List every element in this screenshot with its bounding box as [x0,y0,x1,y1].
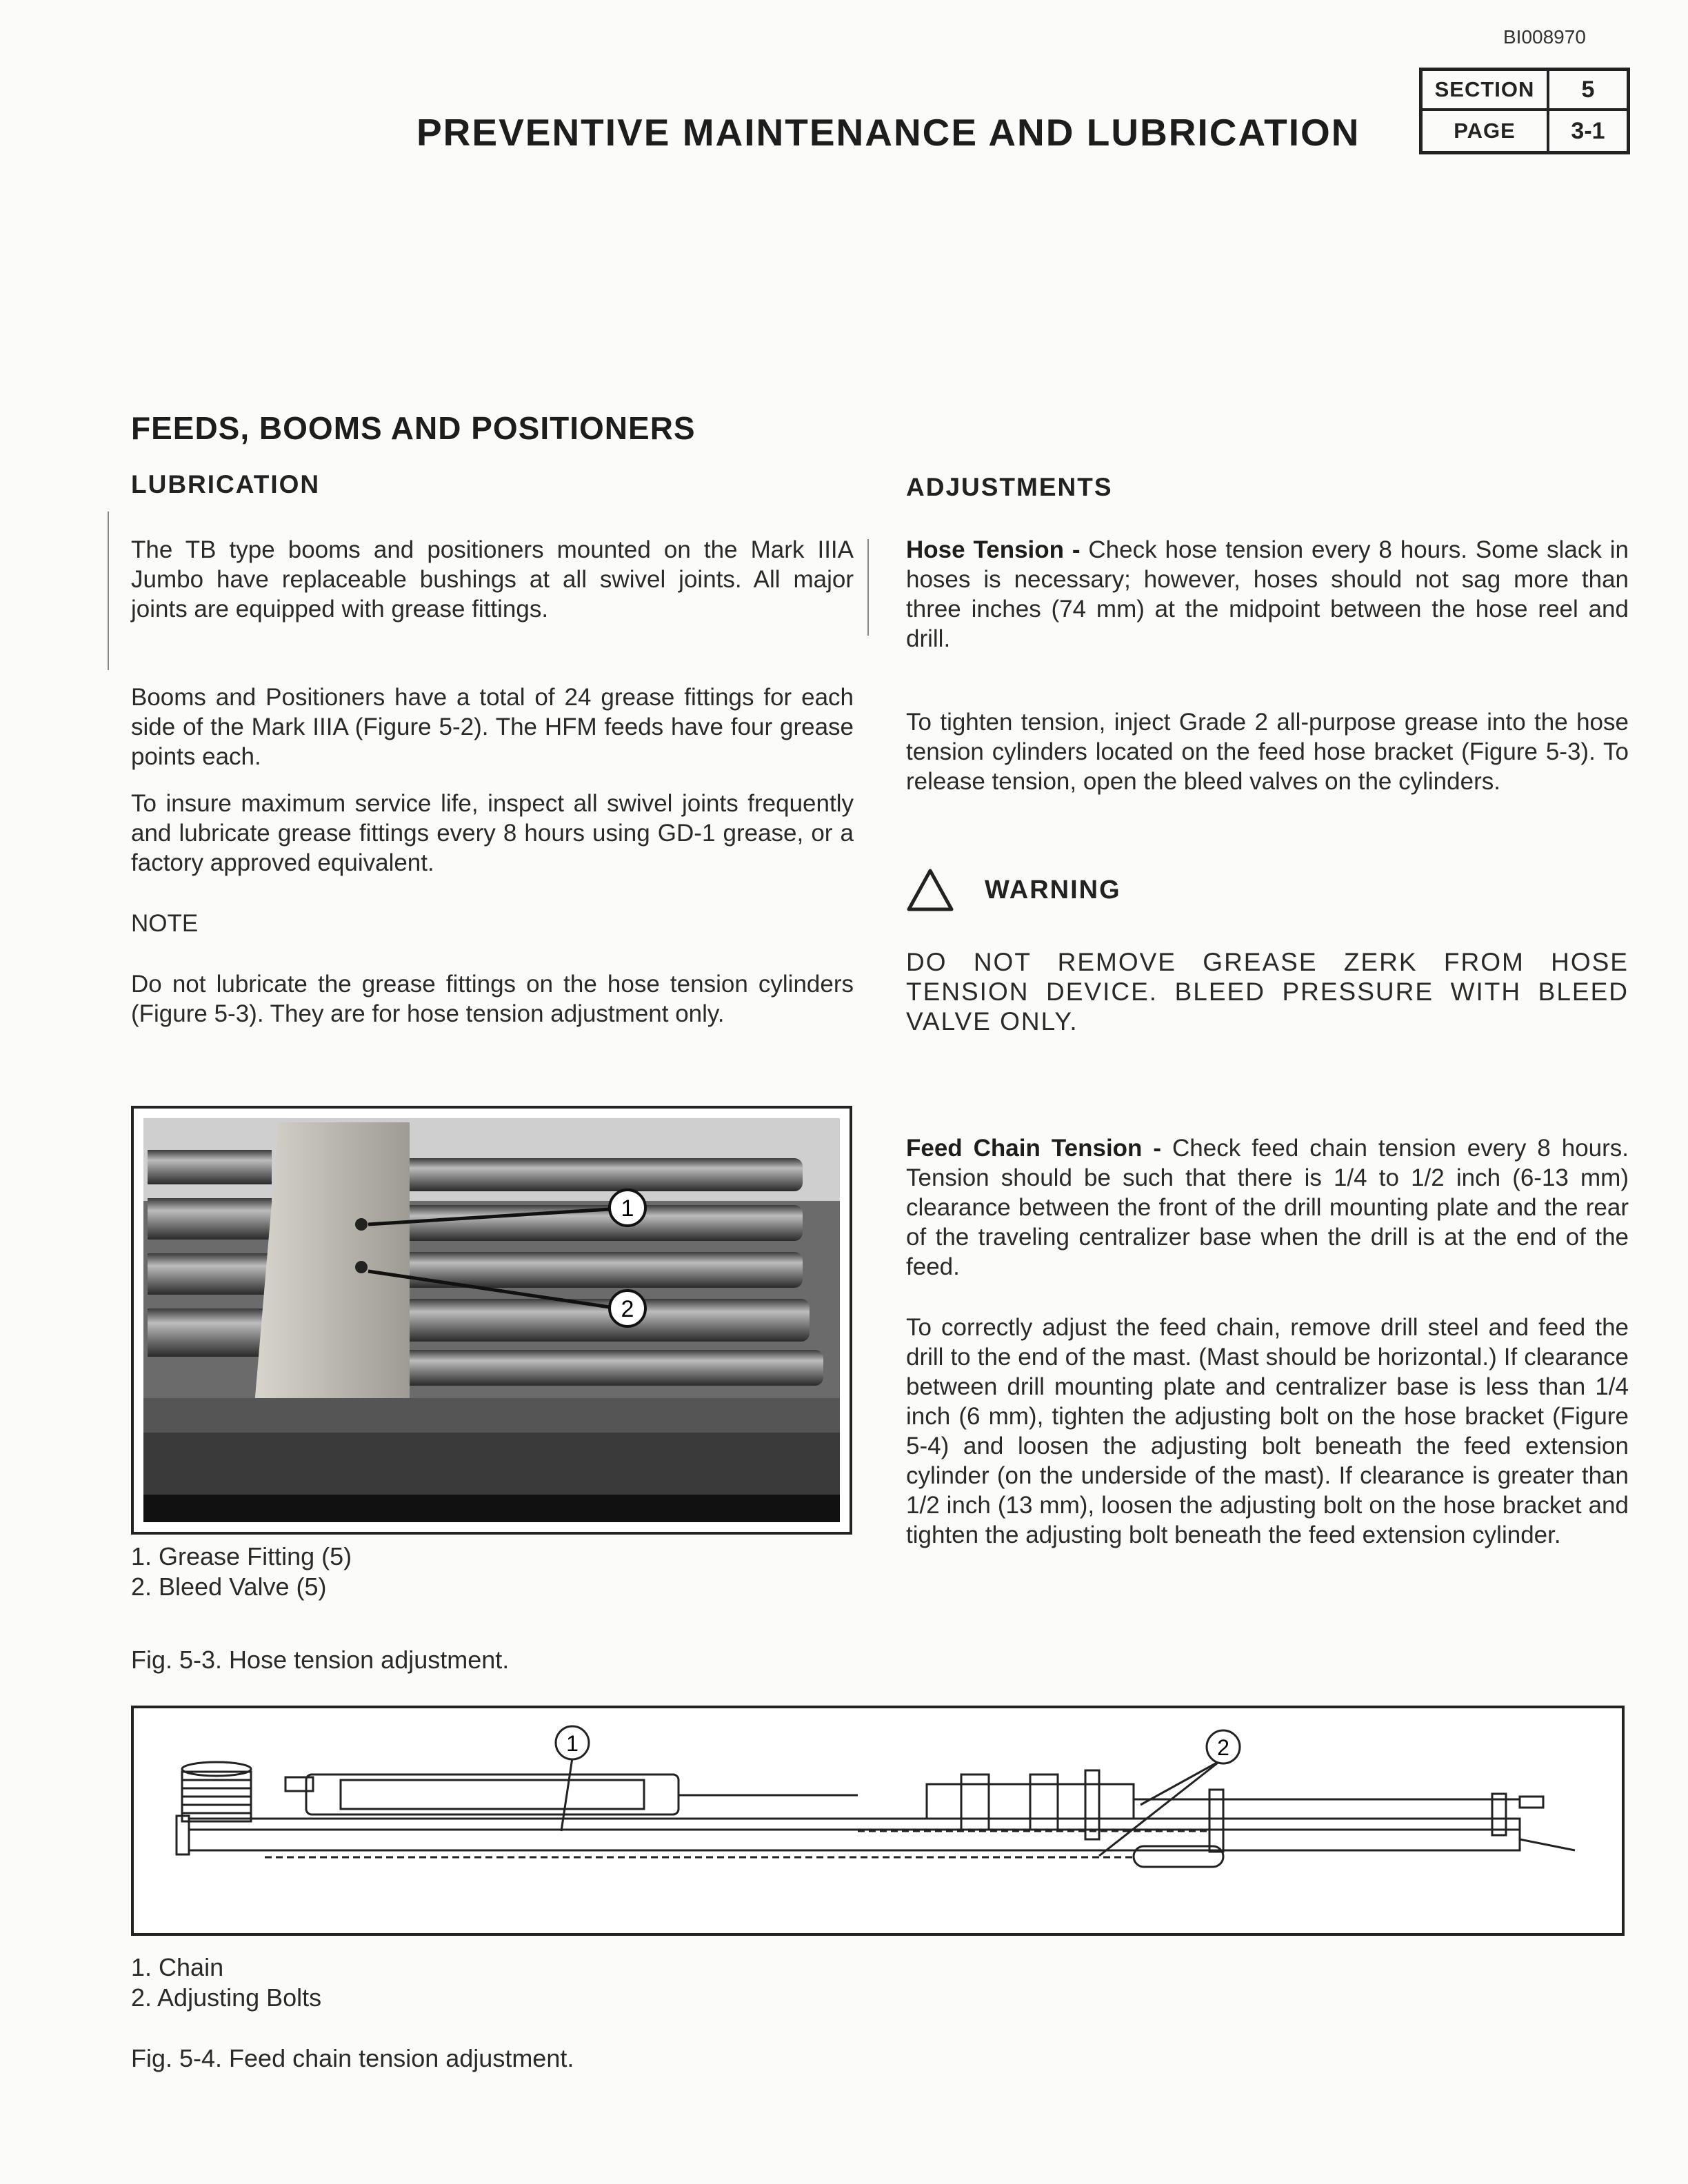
section-title: FEEDS, BOOMS AND POSITIONERS [131,410,696,446]
figure-5-4-legend-2: 2. Adjusting Bolts [131,1983,322,2012]
lubrication-paragraph-3: To insure maximum service life, inspect all swivel joints frequently and lubricate grease fittings every 8 hours using GD-1 grease, or a factory approved equivalent. [131,790,854,876]
callout-1-marker [556,1726,589,1759]
lubrication-paragraph-2: Booms and Positioners have a total of 24 grease fittings for each side of the Mark IIIA (Figure 5-2). The HFM feeds have four grease points each. [131,684,854,770]
page-label: PAGE [1423,111,1549,151]
callout-2: 2 [621,1296,634,1322]
hose-tension-paragraph-2: To tighten tension, inject Grade 2 all-purpose grease into the hose tension cylinders located on the feed hose bracket (Figure 5-3). To release tension, open the bleed valves on the cylinders. [906,709,1629,795]
hose-tension-cylinders-illustration [134,1109,850,1532]
document-id: BI008970 [1503,26,1586,48]
hose-tension-paragraph-1 [906,535,1629,654]
callout-2: 2 [1217,1735,1229,1760]
callout-2-marker [1207,1730,1240,1763]
feed-chain-label: Feed Chain Tension - [906,1135,1173,1162]
note-label: NOTE [131,910,199,937]
figure-5-4-diagram [131,1706,1625,1936]
section-page-box [1419,68,1630,154]
feed-chain-paragraph-1 [906,1133,1629,1282]
page-number: 3-1 [1571,117,1605,144]
mounting-block [254,1122,410,1405]
section-number: 5 [1581,76,1595,103]
change-bar-left [108,512,109,670]
warning-text: DO NOT REMOVE GREASE ZERK FROM HOSE TENSION DEVICE. BLEED PRESSURE WITH BLEED VALVE ONLY. [906,948,1629,1035]
callout-1-marker [610,1190,645,1226]
lubrication-paragraph-1: The TB type booms and positioners mounted on the Mark IIIA Jumbo have replaceable bushings at all swivel joints. All major joints are equipped with grease fittings. [131,536,854,623]
lubrication-heading: LUBRICATION [131,470,321,498]
hose-tension-text: Check hose tension every 8 hours. Some slack in hoses is necessary; however, hoses should not sag more than three inches (74 mm) at the midpoint between the hose reel and drill. [906,536,1629,652]
warning-triangle-icon [906,868,954,912]
figure-5-3-photo [131,1106,852,1535]
callout-1: 1 [566,1731,579,1756]
hose-reel [182,1762,251,1821]
callout-1: 1 [621,1195,634,1222]
page-title: PREVENTIVE MAINTENANCE AND LUBRICATION [416,111,1360,154]
figure-5-3-legend-2: 2. Bleed Valve (5) [131,1573,327,1601]
figure-5-3-legend-1: 1. Grease Fitting (5) [131,1542,352,1570]
change-bar-right [867,539,869,636]
hose-tension-label: Hose Tension - [906,536,1089,563]
figure-5-4-legend-1: 1. Chain [131,1953,224,1981]
warning-label: WARNING [985,875,1121,904]
callout-2-marker [610,1291,645,1326]
figure-5-3-caption: Fig. 5-3. Hose tension adjustment. [131,1646,510,1674]
feed-chain-line-drawing [134,1708,1622,1933]
feed-chain-text: Check feed chain tension every 8 hours. Tension should be such that there is 1/4 to 1/2 inch (6-13 mm) clearance between the front of the drill mounting plate and the rear of the traveling centralizer base when the drill is at the end of the feed. [906,1135,1629,1280]
warning-heading-row [906,866,1121,914]
feed-chain-paragraph-2: To correctly adjust the feed chain, remove drill steel and feed the drill to the end of the mast. (Mast should be horizontal.) If clearance between drill mounting plate and centralizer base is less than 1/4 inch (6 mm), tighten the adjusting bolt on the hose bracket (Figure 5-4) and loosen the adjusting bolt beneath the feed extension cylinder (on the underside of the mast). If clearance is greater than 1/2 inch (13 mm), loosen the adjusting bolt on the hose bracket and tighten the adjusting bolt beneath the feed extension cylinder. [906,1314,1629,1548]
section-label: SECTION [1423,71,1549,108]
note-text: Do not lubricate the grease fittings on the hose tension cylinders (Figure 5-3). They are for hose tension adjustment only. [131,971,854,1027]
figure-5-4-caption: Fig. 5-4. Feed chain tension adjustment. [131,2044,574,2072]
adjustments-heading: ADJUSTMENTS [906,473,1113,501]
